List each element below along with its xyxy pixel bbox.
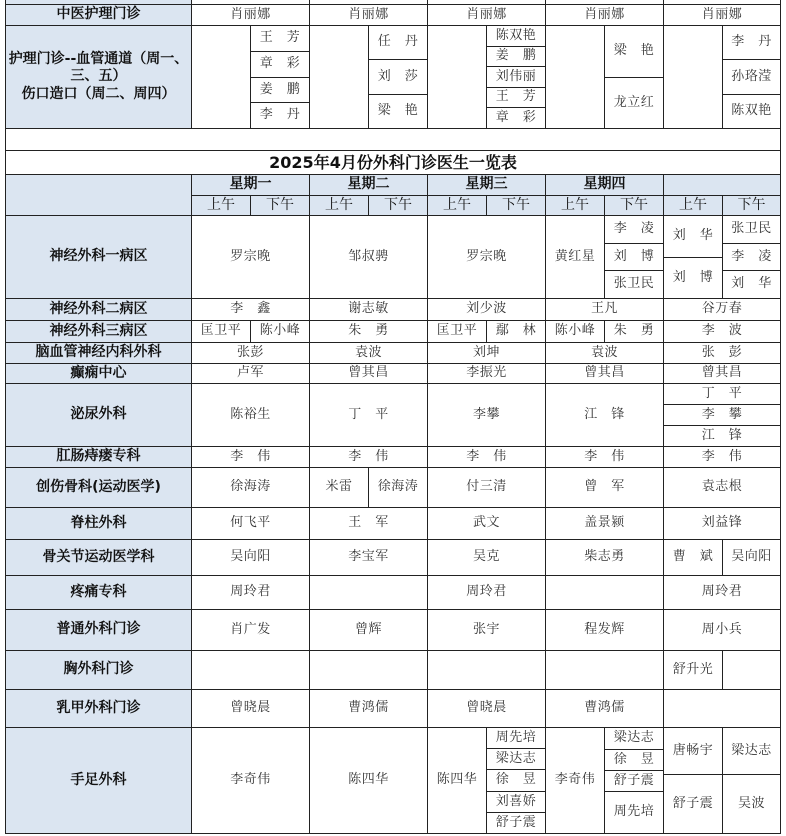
- header-half-day: 上午: [546, 196, 605, 216]
- tcm-nurse: 肖丽娜: [310, 5, 428, 26]
- dept-neuro2: 神经外科二病区: [5, 299, 192, 321]
- schedule-title: 2025年4月份外科门诊医生一览表: [5, 151, 781, 175]
- tcm-nurse: 肖丽娜: [192, 5, 310, 26]
- epilepsy-tue: 曾其昌: [310, 364, 428, 384]
- neuro1-fri-am: 刘 博: [664, 258, 723, 299]
- neuro3-wed-am: 匡卫平: [428, 321, 487, 343]
- hand-thu-am: 李奇伟: [546, 728, 605, 834]
- hand-fri-am-1: 舒子震: [664, 775, 723, 834]
- neuro1-fri-pm: 刘 华: [723, 271, 781, 299]
- hand-wed-pm: 徐 昱: [487, 770, 546, 792]
- pain-tue: [310, 576, 428, 610]
- urology-mon: 陈裕生: [192, 384, 310, 447]
- neuro2-wed: 刘少波: [428, 299, 546, 321]
- nursing-tue-nurse: 梁 艳: [369, 95, 428, 129]
- hand-fri-pm-0: 梁达志: [723, 728, 781, 775]
- spine-thu: 盖景颍: [546, 508, 664, 540]
- thoracic-mon: [192, 651, 310, 690]
- epilepsy-wed: 李振光: [428, 364, 546, 384]
- breast-mon: 曾晓晨: [192, 690, 310, 728]
- nursing-wed-nurse: 章 彩: [487, 108, 546, 129]
- breast-tue: 曹鸿儒: [310, 690, 428, 728]
- nursing-thu-am-blank: [546, 26, 605, 129]
- nursing-fri-nurse: 陈双艳: [723, 95, 781, 129]
- neuro3-thu-pm: 朱 勇: [605, 321, 664, 343]
- header-day: 星期四: [546, 175, 664, 196]
- neuro1-mon: 罗宗晚: [192, 216, 310, 299]
- nursing-wed-nurse: 刘伟丽: [487, 67, 546, 88]
- pain-mon: 周玲君: [192, 576, 310, 610]
- dept-spine: 脊柱外科: [5, 508, 192, 540]
- anorectal-mon: 李 伟: [192, 447, 310, 468]
- header-half-day: 上午: [192, 196, 251, 216]
- neuro2-fri: 谷万春: [664, 299, 781, 321]
- header-half-day: 上午: [310, 196, 369, 216]
- neuro1-wed: 罗宗晚: [428, 216, 546, 299]
- cerebro-fri: 张 彭: [664, 343, 781, 364]
- anorectal-tue: 李 伟: [310, 447, 428, 468]
- trauma-thu: 曾 军: [546, 468, 664, 508]
- nursing-tue-nurse: 刘 莎: [369, 60, 428, 95]
- cerebro-wed: 刘坤: [428, 343, 546, 364]
- dept-cerebro: 脑血管神经内科外科: [5, 343, 192, 364]
- nursing-mon-nurse: 姜 鹏: [251, 78, 310, 103]
- spine-tue: 王 军: [310, 508, 428, 540]
- nursing-wed-nurse: 王 芳: [487, 88, 546, 108]
- nursing-fri-nurse: 孙珞滢: [723, 60, 781, 95]
- breast-wed: 曾晓晨: [428, 690, 546, 728]
- epilepsy-fri: 曾其昌: [664, 364, 781, 384]
- neuro2-thu: 王凡: [546, 299, 664, 321]
- neuro1-fri-am: 刘 华: [664, 216, 723, 258]
- hand-mon: 李奇伟: [192, 728, 310, 834]
- dept-thoracic: 胸外科门诊: [5, 651, 192, 690]
- general-thu: 程发辉: [546, 610, 664, 651]
- joint-thu: 柴志勇: [546, 540, 664, 576]
- neuro2-tue: 谢志敏: [310, 299, 428, 321]
- thoracic-fri-am: 舒升光: [664, 651, 723, 690]
- joint-wed: 吴克: [428, 540, 546, 576]
- dept-tcm-nursing: 中医护理门诊: [5, 5, 192, 26]
- dept-epilepsy: 癫痫中心: [5, 364, 192, 384]
- dept-hand: 手足外科: [5, 728, 192, 834]
- general-tue: 曾辉: [310, 610, 428, 651]
- urology-thu: 江 锋: [546, 384, 664, 447]
- breast-fri: [664, 690, 781, 728]
- header-half-day: 下午: [369, 196, 428, 216]
- header-half-day: 下午: [723, 196, 781, 216]
- nursing-wed-nurse: 陈双艳: [487, 26, 546, 47]
- neuro3-wed-pm: 鄢 林: [487, 321, 546, 343]
- anorectal-thu: 李 伟: [546, 447, 664, 468]
- joint-tue: 李宝军: [310, 540, 428, 576]
- dept-general: 普通外科门诊: [5, 610, 192, 651]
- neuro1-fri-pm: 张卫民: [723, 216, 781, 244]
- neuro1-tue: 邹叔骋: [310, 216, 428, 299]
- header-day: 星期三: [428, 175, 546, 196]
- dept-nursing-clinic: 护理门诊--血管通道（周一、三、五） 伤口造口（周二、周四）: [5, 26, 192, 129]
- header-corner: [5, 175, 192, 216]
- nursing-tue-nurse: 任 丹: [369, 26, 428, 60]
- spine-wed: 武文: [428, 508, 546, 540]
- general-fri: 周小兵: [664, 610, 781, 651]
- neuro1-fri-pm: 李 凌: [723, 244, 781, 271]
- neuro1-thu-am: 黄红星: [546, 216, 605, 299]
- dept-anorectal: 肛肠痔瘘专科: [5, 447, 192, 468]
- trauma-tue-am: 米雷: [310, 468, 369, 508]
- general-wed: 张宇: [428, 610, 546, 651]
- neuro3-fri: 李 波: [664, 321, 781, 343]
- header-half-day: 上午: [664, 196, 723, 216]
- header-half-day: 下午: [251, 196, 310, 216]
- hand-thu-pm-3: 周先培: [605, 792, 664, 834]
- neuro1-thu-pm: 张卫民: [605, 271, 664, 299]
- dept-breast: 乳甲外科门诊: [5, 690, 192, 728]
- neuro1-thu-pm: 李 凌: [605, 216, 664, 244]
- anorectal-fri: 李 伟: [664, 447, 781, 468]
- header-day: 星期一: [192, 175, 310, 196]
- hand-fri-am-0: 唐畅宇: [664, 728, 723, 775]
- hand-wed-pm: 周先培: [487, 728, 546, 749]
- dept-pain: 疼痛专科: [5, 576, 192, 610]
- urology-tue: 丁 平: [310, 384, 428, 447]
- tcm-nurse: 肖丽娜: [664, 5, 781, 26]
- spacer-row: [5, 129, 781, 151]
- nursing-fri-am-blank: [664, 26, 723, 129]
- joint-fri-pm: 吴向阳: [723, 540, 781, 576]
- trauma-wed: 付三清: [428, 468, 546, 508]
- nursing-wed-am-blank: [428, 26, 487, 129]
- joint-fri-am: 曹 斌: [664, 540, 723, 576]
- nursing-mon-nurse: 章 彩: [251, 52, 310, 78]
- dept-neuro3: 神经外科三病区: [5, 321, 192, 343]
- hand-thu-pm-1: 徐 昱: [605, 750, 664, 771]
- thoracic-fri-pm: [723, 651, 781, 690]
- pain-thu: [546, 576, 664, 610]
- urology-fri: 丁 平: [664, 384, 781, 405]
- epilepsy-thu: 曾其昌: [546, 364, 664, 384]
- breast-thu: 曹鸿儒: [546, 690, 664, 728]
- joint-mon: 吴向阳: [192, 540, 310, 576]
- spine-mon: 何飞平: [192, 508, 310, 540]
- neuro3-mon-am: 匡卫平: [192, 321, 251, 343]
- neuro3-tue: 朱 勇: [310, 321, 428, 343]
- general-mon: 肖广发: [192, 610, 310, 651]
- header-half-day: 下午: [487, 196, 546, 216]
- hand-fri-pm-1: 吴波: [723, 775, 781, 834]
- hand-tue: 陈四华: [310, 728, 428, 834]
- trauma-fri: 袁志根: [664, 468, 781, 508]
- tcm-nurse: 肖丽娜: [546, 5, 664, 26]
- nursing-tue-am-blank: [310, 26, 369, 129]
- nursing-mon-am-blank: [192, 26, 251, 129]
- header-half-day: 上午: [428, 196, 487, 216]
- trauma-tue-pm: 徐海涛: [369, 468, 428, 508]
- header-day: [664, 175, 781, 196]
- urology-wed: 李攀: [428, 384, 546, 447]
- nursing-thu-nurse: 龙立红: [605, 78, 664, 129]
- dept-trauma: 创伤骨科(运动医学): [5, 468, 192, 508]
- hand-wed-pm: 舒子震: [487, 813, 546, 834]
- neuro2-mon: 李 鑫: [192, 299, 310, 321]
- urology-fri: 江 锋: [664, 426, 781, 447]
- nursing-mon-nurse: 王 芳: [251, 26, 310, 52]
- hand-wed-pm: 刘喜娇: [487, 792, 546, 813]
- cerebro-thu: 袁波: [546, 343, 664, 364]
- pain-fri: 周玲君: [664, 576, 781, 610]
- thoracic-wed: [428, 651, 546, 690]
- pain-wed: 周玲君: [428, 576, 546, 610]
- header-day: 星期二: [310, 175, 428, 196]
- neuro3-thu-am: 陈小峰: [546, 321, 605, 343]
- hand-wed-pm: 梁达志: [487, 749, 546, 770]
- neuro3-mon-pm: 陈小峰: [251, 321, 310, 343]
- dept-neuro1: 神经外科一病区: [5, 216, 192, 299]
- hand-thu-pm-0: 梁达志: [605, 728, 664, 750]
- nursing-fri-nurse: 李 丹: [723, 26, 781, 60]
- thoracic-thu: [546, 651, 664, 690]
- nursing-thu-nurse: 梁 艳: [605, 26, 664, 78]
- dept-joint: 骨关节运动医学科: [5, 540, 192, 576]
- cerebro-tue: 袁波: [310, 343, 428, 364]
- thoracic-tue: [310, 651, 428, 690]
- hand-thu-pm-2: 舒子震: [605, 771, 664, 792]
- epilepsy-mon: 卢军: [192, 364, 310, 384]
- urology-fri: 李 攀: [664, 405, 781, 426]
- nursing-mon-nurse: 李 丹: [251, 103, 310, 129]
- cerebro-mon: 张彭: [192, 343, 310, 364]
- trauma-mon: 徐海涛: [192, 468, 310, 508]
- hand-wed-am: 陈四华: [428, 728, 487, 834]
- spine-fri: 刘益锋: [664, 508, 781, 540]
- anorectal-wed: 李 伟: [428, 447, 546, 468]
- tcm-nurse: 肖丽娜: [428, 5, 546, 26]
- nursing-wed-nurse: 姜 鹏: [487, 47, 546, 67]
- neuro1-thu-pm: 刘 博: [605, 244, 664, 271]
- dept-urology: 泌尿外科: [5, 384, 192, 447]
- header-half-day: 下午: [605, 196, 664, 216]
